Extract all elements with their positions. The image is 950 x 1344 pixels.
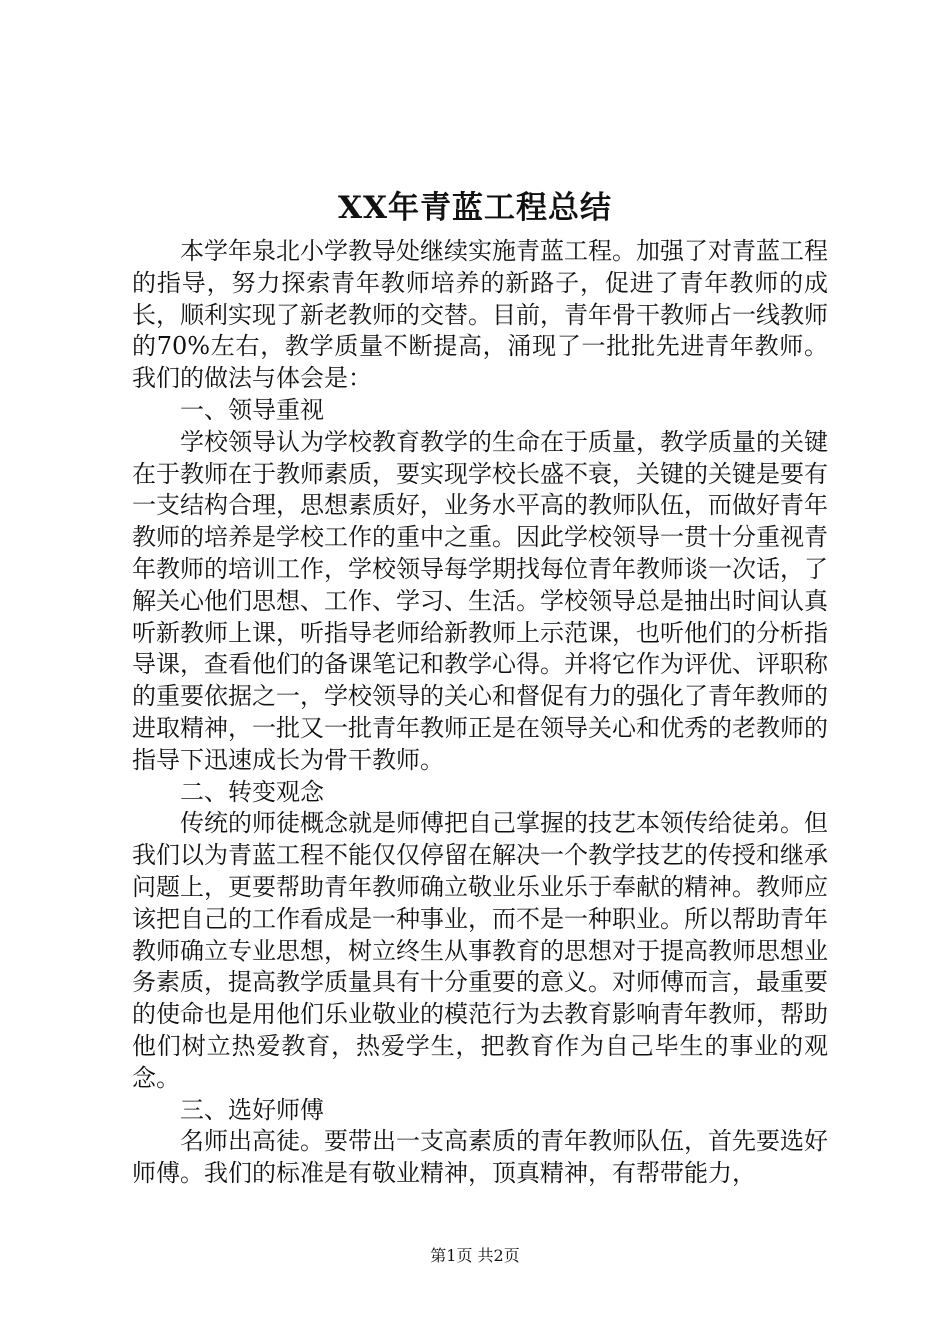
document-body	[132, 236, 828, 1190]
section-heading-leadership: 一、领导重视	[180, 395, 324, 424]
section-paragraph-mindset: 传统的师徒概念就是师傅把自己掌握的技艺本领传给徒弟。但我们以为青蓝工程不能仅仅停留在解决一个教学技艺的传授和继承问题上，更要帮助青年教师确立敬业乐业乐于奉献的精神。教师应该把自己的工作看成是一种事业，而不是一种职业。所以帮助青年教师确立专业思想，树立终生从事教育的思想对于提高教师思想业务素质，提高教学质量具有十分重要的意义。对师傅而言，最重要的使命也是用他们乐业敬业的模范行为去教育影响青年教师，帮助他们树立热爱教育，热爱学生，把教育作为自己毕生的事业的观念。	[132, 809, 828, 1092]
section-heading-mindset: 二、转变观念	[180, 777, 324, 806]
section-paragraph-mentors: 名师出高徒。要带出一支高素质的青年教师队伍，首先要选好师傅。我们的标准是有敬业精神，顶真精神，有帮带能力，	[132, 1127, 828, 1188]
intro-paragraph: 本学年泉北小学教导处继续实施青蓝工程。加强了对青蓝工程的指导，努力探索青年教师培养的新路子，促进了青年教师的成长，顺利实现了新老教师的交替。目前，青年骨干教师占一线教师的70%左右，教学质量不断提高，涌现了一批批先进青年教师。我们的做法与体会是：	[132, 237, 828, 393]
section-heading-mentors: 三、选好师傅	[180, 1095, 324, 1124]
section-paragraph-leadership: 学校领导认为学校教育教学的生命在于质量，教学质量的关键在于教师在于教师素质，要实现学校长盛不衰，关键的关键是要有一支结构合理，思想素质好，业务水平高的教师队伍，而做好青年教师的培养是学校工作的重中之重。因此学校领导一贯十分重视青年教师的培训工作，学校领导每学期找每位青年教师谈一次话，了解关心他们思想、工作、学习、生活。学校领导总是抽出时间认真听新教师上课，听指导老师给新教师上示范课，也听他们的分析指导课，查看他们的备课笔记和教学心得。并将它作为评优、评职称的重要依据之一，学校领导的关心和督促有力的强化了青年教师的进取精神，一批又一批青年教师正是在领导关心和优秀的老教师的指导下迅速成长为骨干教师。	[132, 427, 828, 774]
page-footer: 第1页 共2页	[430, 1246, 520, 1265]
document-title: XX年青蓝工程总结	[337, 190, 613, 226]
